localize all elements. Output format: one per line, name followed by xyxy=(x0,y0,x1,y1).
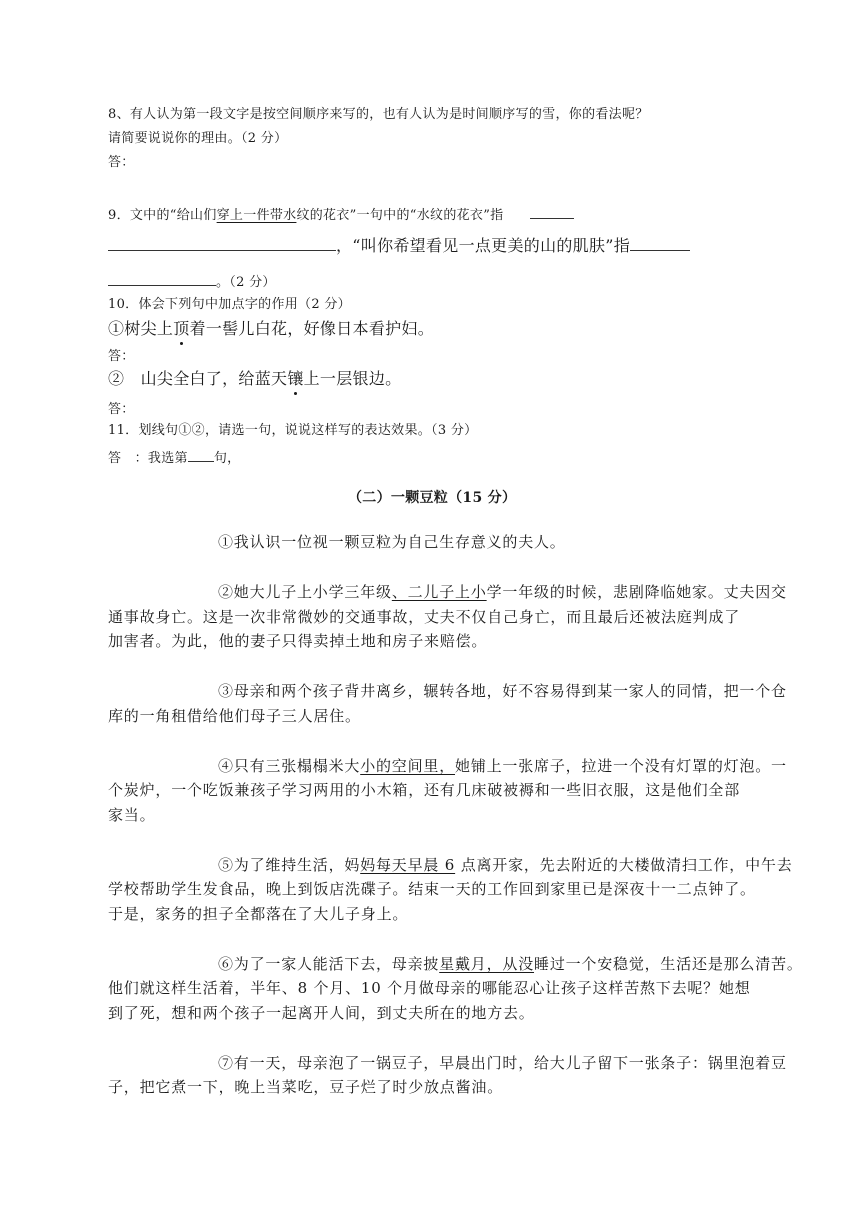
paragraph-6-line-3: 到了死，想和两个孩子一起离开人间，到丈夫所在的地方去。 xyxy=(108,1003,535,1022)
q8-line2: 请简要说说你的理由。（2 分） xyxy=(108,131,288,146)
paragraph-5-line-2: 学校帮助学生发食品，晚上到饭店洗碟子。结束一天的工作回到家里已是深夜十一二点钟了。 xyxy=(108,880,756,899)
paragraph-4-line-2: 个炭炉，一个吃饭兼孩子学习两用的小木箱，还有几床破被褥和一些旧衣服，这是他们全部 xyxy=(108,781,741,800)
section-title: （二）一颗豆粒（15 分） xyxy=(348,490,517,506)
p5-text-b: 点离开家，先去附近的大楼做清扫工作，中午去 xyxy=(455,855,793,874)
q9-line1 xyxy=(108,203,574,225)
p6-underlined: 星戴月，从没 xyxy=(439,954,535,973)
p2-underlined: 、二儿子上小 xyxy=(391,582,487,601)
paragraph-7-line-2: 子，把它煮一下，晚上当菜吃，豆子烂了时少放点酱油。 xyxy=(108,1078,504,1097)
p6-text-a: ⑥为了一家人能活下去，母亲披 xyxy=(218,954,440,973)
q9-blank-1b[interactable] xyxy=(108,235,336,251)
paragraph-2-line-2: 通事故身亡。这是一次非常微妙的交通事故，丈夫不仅自己身亡，而且最后还被法庭判成了 xyxy=(108,607,741,626)
q10-s2-post: 上一层银边。 xyxy=(303,369,402,388)
q9-line3-text: 。（2 分） xyxy=(216,275,276,290)
q10-answer-1-label: 答： xyxy=(108,349,135,364)
p2-text-a: ②她大儿子上小学三年级 xyxy=(218,582,392,601)
q10-s1-dotted-char: 顶 xyxy=(173,319,190,338)
q8-answer-label: 答： xyxy=(108,155,135,170)
q10-sentence-1 xyxy=(108,318,434,340)
p4-underlined: 小的空间里， xyxy=(360,756,456,775)
q10-s2-dotted-char: 镶 xyxy=(287,369,304,388)
q9-blank-1a[interactable] xyxy=(530,203,574,219)
p5-text-a: ⑤为了维持生活，妈 xyxy=(218,855,361,874)
q9-line3 xyxy=(108,270,276,292)
q9-line2-text: ，“叫你希望看见一点更美的山的肌肤”指 xyxy=(336,236,631,255)
p2-text-b: 学一年级的时候，悲剧降临她家。丈夫因交 xyxy=(486,582,787,601)
paragraph-6-line-2: 他们就这样生活着，半年、8 个月、10 个月做母亲的哪能忍心让孩子这样苦熬下去呢？她想 xyxy=(108,979,751,998)
q10-s2-pre: ② 山尖全白了，给蓝天 xyxy=(108,369,288,388)
q11-answer xyxy=(108,446,240,468)
q10-title: 10．体会下列句中加点字的作用（2 分） xyxy=(108,297,351,312)
q11-answer-pre: 答 ：我选第 xyxy=(108,451,188,466)
q8-line1: 8、有人认为第一段文字是按空间顺序来写的，也有人认为是时间顺序写的雪，你的看法呢？ xyxy=(108,107,649,122)
q9-mid: 纹的花衣”一句中的“水纹的花衣”指 xyxy=(296,208,504,223)
paragraph-5-line-3: 于是，家务的担子全都落在了大儿子身上。 xyxy=(108,904,409,923)
q10-sentence-2 xyxy=(108,368,401,390)
q9-prefix: 9．文中的“给山们 xyxy=(108,208,217,223)
paragraph-4-line-3: 家当。 xyxy=(108,805,156,824)
q9-blank-2b[interactable] xyxy=(108,270,216,286)
p6-text-b: 睡过一个安稳觉，生活还是那么清苦。 xyxy=(534,954,803,973)
paragraph-7-line-1: ⑦有一天，母亲泡了一锅豆子，早晨出门时，给大儿子留下一张条子：锅里泡着豆 xyxy=(218,1053,787,1072)
q9-blank-2a[interactable] xyxy=(630,235,690,251)
q11-blank[interactable] xyxy=(188,446,214,462)
q9-underlined-phrase: 穿上一件带水 xyxy=(216,208,297,223)
q11-answer-post: 句， xyxy=(213,451,241,466)
paragraph-2-line-3: 加害者。为此，他的妻子只得卖掉土地和房子来赔偿。 xyxy=(108,632,488,651)
p5-underlined: 妈每天早晨 6 xyxy=(360,855,456,874)
p4-text-a: ④只有三张榻榻米大 xyxy=(218,756,361,775)
paragraph-3-line-1: ③母亲和两个孩子背井离乡，辗转各地，好不容易得到某一家人的同情，把一个仓 xyxy=(218,682,787,701)
q10-s1-pre: ①树尖上 xyxy=(108,319,174,338)
q10-s1-post: 着一髻儿白花，好像日本看护妇。 xyxy=(189,319,435,338)
q10-answer-2-label: 答： xyxy=(108,402,135,417)
q9-line2 xyxy=(108,235,690,257)
q11-title: 11．划线句①②，请选一句，说说这样写的表达效果。（3 分） xyxy=(108,423,478,438)
paragraph-1: ①我认识一位视一颗豆粒为自己生存意义的夫人。 xyxy=(218,533,566,551)
p4-text-b: 她铺上一张席子，拉进一个没有灯罩的灯泡。一 xyxy=(455,756,787,775)
paragraph-3-line-2: 库的一角租借给他们母子三人居住。 xyxy=(108,706,361,725)
